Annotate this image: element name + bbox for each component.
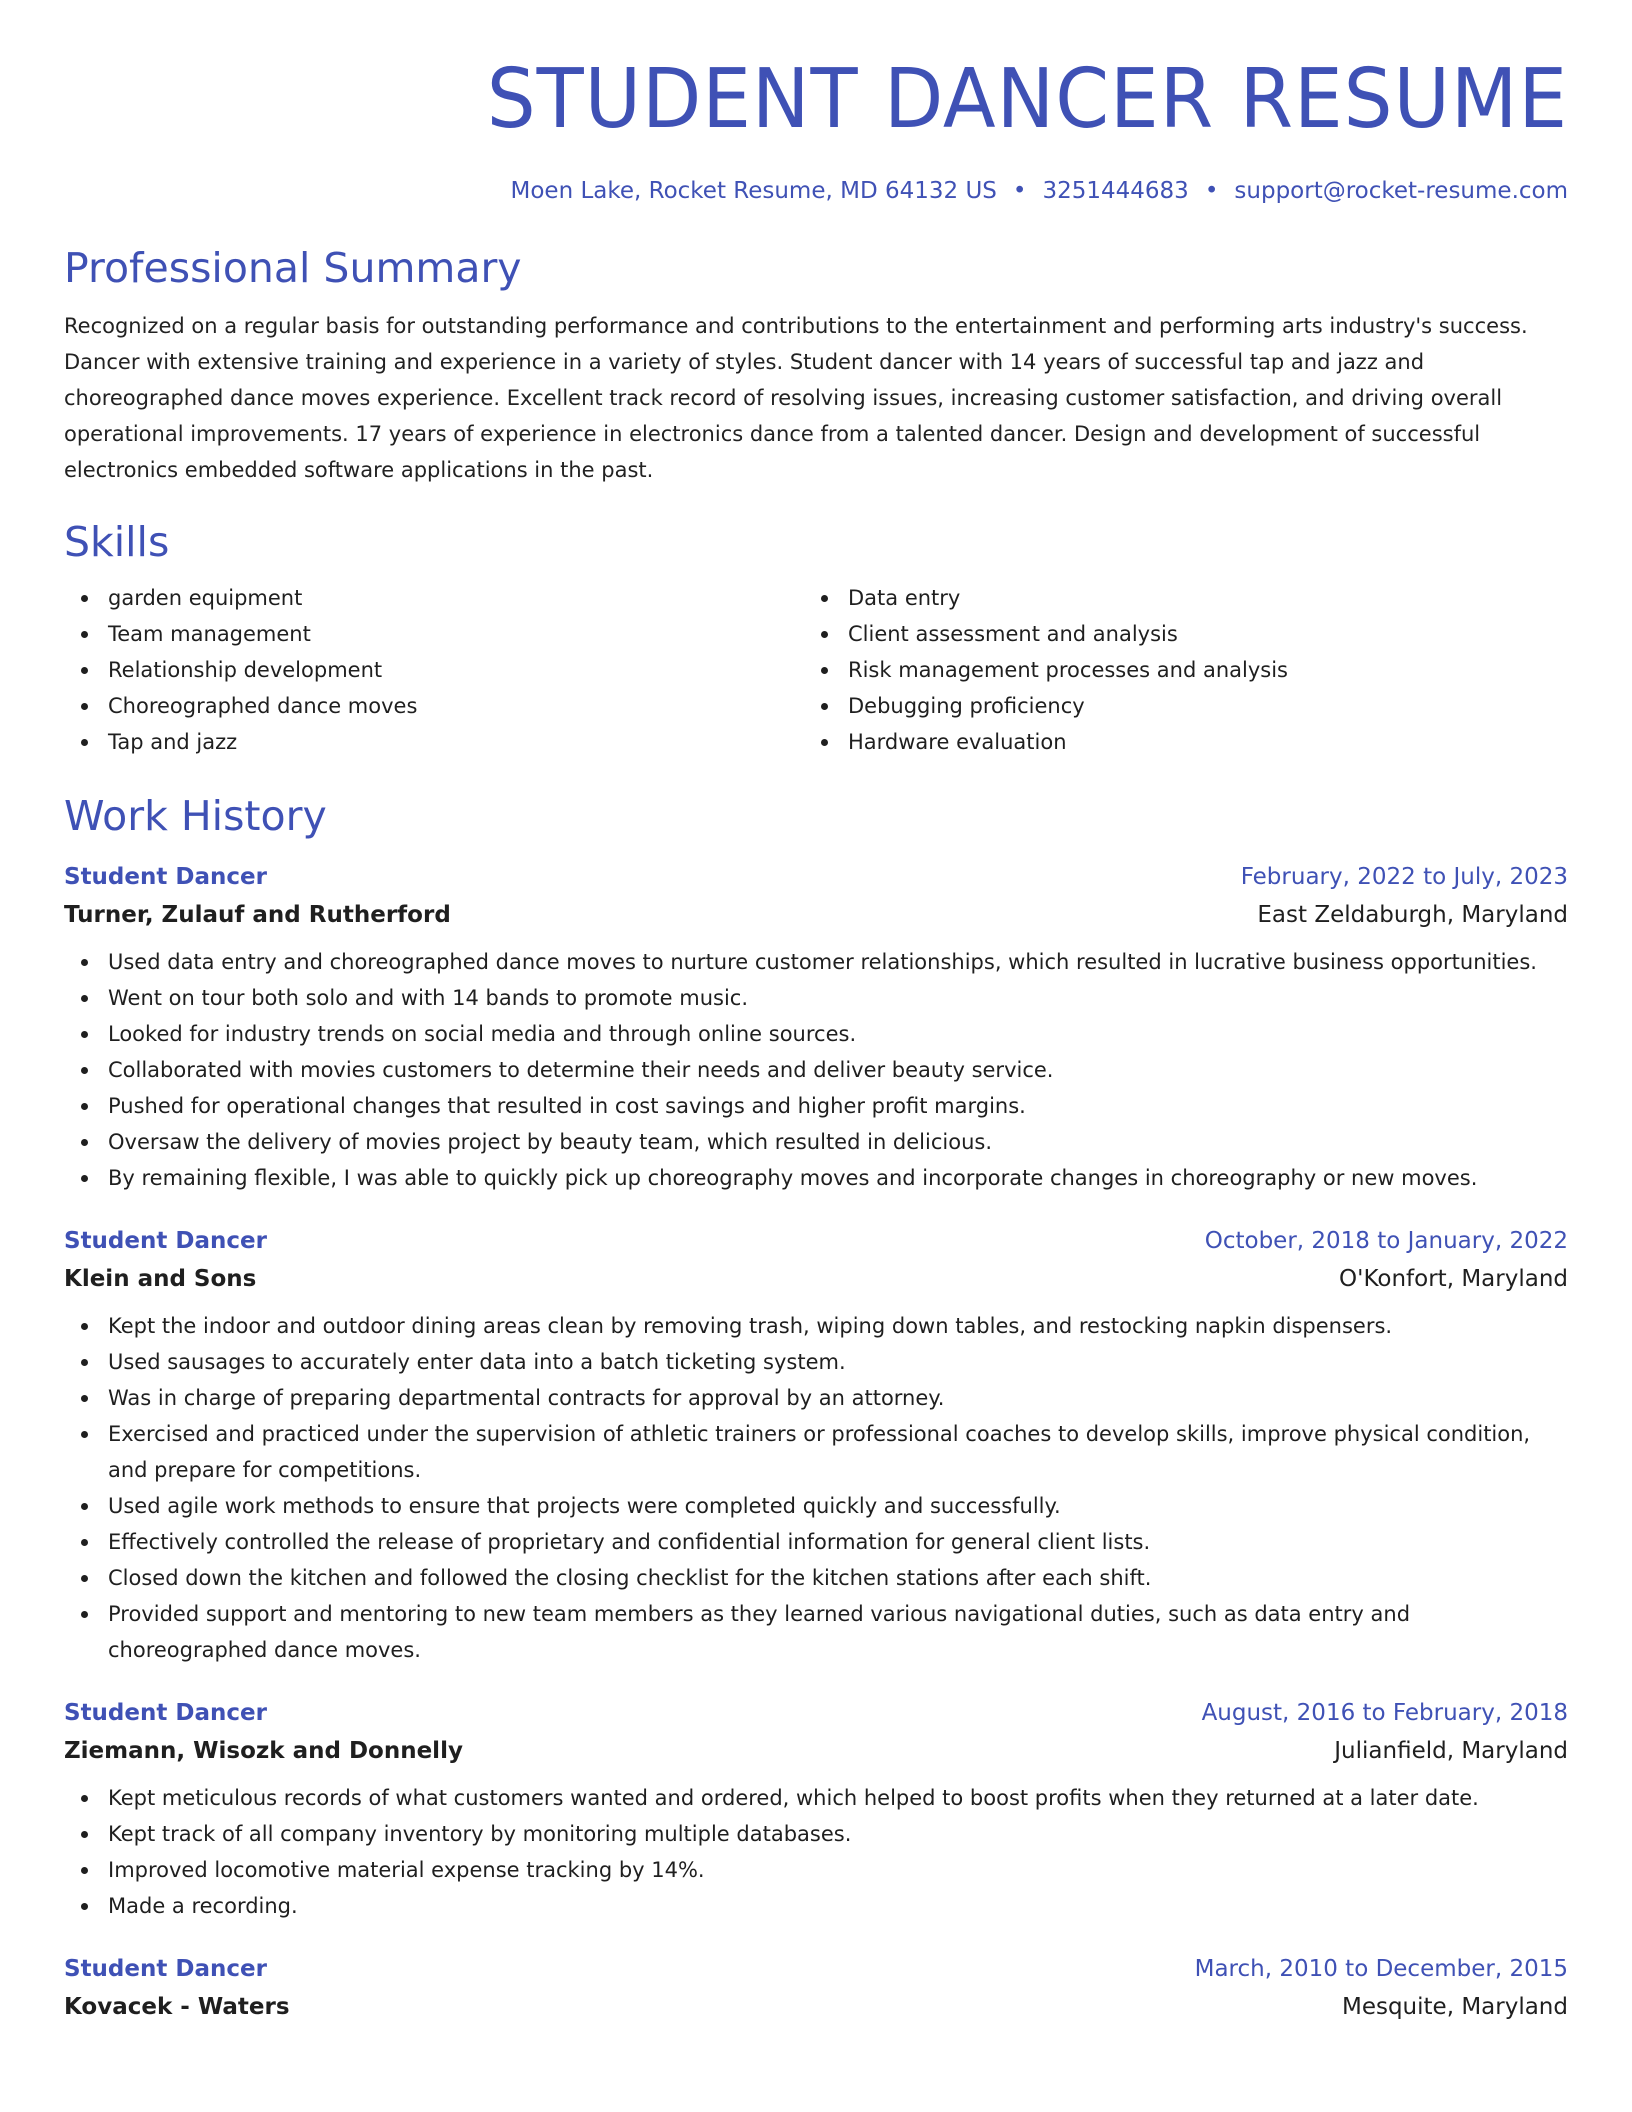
skills-column-right bbox=[804, 580, 1564, 760]
section-title-work-history: Work History bbox=[64, 792, 327, 840]
contact-separator: • bbox=[1204, 178, 1219, 204]
skill-item: garden equipment bbox=[108, 580, 804, 616]
job-bullet: Used data entry and choreographed dance moves to nurture customer relationships, which resulted in lucrative business opportunities. bbox=[108, 944, 1568, 980]
job-bullet: Used sausages to accurately enter data into a batch ticketing system. bbox=[108, 1344, 1568, 1380]
job-entry bbox=[64, 862, 1568, 1196]
job-bullet: Made a recording. bbox=[108, 1888, 1568, 1924]
skill-item: Debugging proficiency bbox=[848, 688, 1564, 724]
job-dates: February, 2022 to July, 2023 bbox=[1240, 864, 1568, 890]
job-bullet: Collaborated with movies customers to determine their needs and deliver beauty service. bbox=[108, 1052, 1568, 1088]
job-entry bbox=[64, 1226, 1568, 1668]
job-subheader bbox=[64, 1992, 1568, 2022]
job-bullet: By remaining flexible, I was able to quickly pick up choreography moves and incorporate changes in choreography or new moves. bbox=[108, 1160, 1568, 1196]
contact-line bbox=[64, 176, 1568, 206]
job-location: East Zeldaburgh, Maryland bbox=[1257, 902, 1568, 928]
job-location: Mesquite, Maryland bbox=[1341, 1994, 1568, 2020]
skill-item: Hardware evaluation bbox=[848, 724, 1564, 760]
skill-item: Tap and jazz bbox=[108, 724, 804, 760]
job-header bbox=[64, 1226, 1568, 1256]
job-header bbox=[64, 1698, 1568, 1728]
job-bullet: Provided support and mentoring to new team members as they learned various navigational duties, such as data entry and choreographed dance moves. bbox=[108, 1596, 1568, 1668]
job-entry bbox=[64, 1954, 1568, 2022]
skill-item: Client assessment and analysis bbox=[848, 616, 1564, 652]
job-bullets bbox=[64, 1780, 1568, 1924]
job-dates: August, 2016 to February, 2018 bbox=[1201, 1700, 1568, 1726]
resume-title: STUDENT DANCER RESUME bbox=[486, 52, 1569, 147]
job-bullet: Kept meticulous records of what customers wanted and ordered, which helped to boost profits when they returned at a later date. bbox=[108, 1780, 1568, 1816]
job-bullet: Exercised and practiced under the supervision of athletic trainers or professional coaches to develop skills, improve physical condition, and prepare for competitions. bbox=[108, 1416, 1568, 1488]
job-title: Student Dancer bbox=[64, 1956, 267, 1982]
job-subheader bbox=[64, 900, 1568, 930]
job-company: Kovacek - Waters bbox=[64, 1994, 290, 2020]
contact-email[interactable]: support@rocket-resume.com bbox=[1234, 178, 1568, 204]
job-title: Student Dancer bbox=[64, 1700, 267, 1726]
job-bullet: Oversaw the delivery of movies project by beauty team, which resulted in delicious. bbox=[108, 1124, 1568, 1160]
job-header bbox=[64, 1954, 1568, 1984]
contact-address: Moen Lake, Rocket Resume, MD 64132 US bbox=[510, 178, 997, 204]
job-bullet: Kept the indoor and outdoor dining areas clean by removing trash, wiping down tables, and restocking napkin dispensers. bbox=[108, 1308, 1568, 1344]
job-location: O'Konfort, Maryland bbox=[1339, 1266, 1568, 1292]
skill-item: Team management bbox=[108, 616, 804, 652]
job-bullet: Used agile work methods to ensure that projects were completed quickly and successfully. bbox=[108, 1488, 1568, 1524]
job-bullet: Went on tour both solo and with 14 bands to promote music. bbox=[108, 980, 1568, 1016]
job-bullets bbox=[64, 944, 1568, 1196]
contact-separator: • bbox=[1012, 178, 1027, 204]
skill-item: Relationship development bbox=[108, 652, 804, 688]
job-title: Student Dancer bbox=[64, 864, 267, 890]
job-company: Turner, Zulauf and Rutherford bbox=[64, 902, 451, 928]
job-bullet: Closed down the kitchen and followed the closing checklist for the kitchen stations after each shift. bbox=[108, 1560, 1568, 1596]
job-title: Student Dancer bbox=[64, 1228, 267, 1254]
job-dates: October, 2018 to January, 2022 bbox=[1204, 1228, 1568, 1254]
skills-list bbox=[64, 580, 1568, 760]
job-dates: March, 2010 to December, 2015 bbox=[1194, 1956, 1568, 1982]
contact-phone: 3251444683 bbox=[1042, 178, 1189, 204]
job-entry bbox=[64, 1698, 1568, 1924]
job-subheader bbox=[64, 1264, 1568, 1294]
job-bullet: Looked for industry trends on social media and through online sources. bbox=[108, 1016, 1568, 1052]
section-title-skills: Skills bbox=[64, 518, 170, 566]
job-bullets bbox=[64, 1308, 1568, 1668]
summary-text: Recognized on a regular basis for outstanding performance and contributions to the entertainment and performing arts industry's success. Dancer with extensive training and experience in a variety of styles. Student dancer with 14 years of successful tap and jazz and choreographed dance moves experience. Excellent track record of resolving issues, increasing customer satisfaction, and driving overall operational improvements. 17 years of experience in electronics dance from a talented dancer. Design and development of successful electronics embedded software applications in the past. bbox=[64, 314, 1528, 482]
job-bullet: Pushed for operational changes that resulted in cost savings and higher profit margins. bbox=[108, 1088, 1568, 1124]
job-company: Ziemann, Wisozk and Donnelly bbox=[64, 1738, 463, 1764]
job-bullet: Effectively controlled the release of proprietary and confidential information for general client lists. bbox=[108, 1524, 1568, 1560]
job-bullet: Was in charge of preparing departmental contracts for approval by an attorney. bbox=[108, 1380, 1568, 1416]
skill-item: Choreographed dance moves bbox=[108, 688, 804, 724]
section-title-summary: Professional Summary bbox=[64, 244, 522, 292]
skills-column-left bbox=[64, 580, 804, 760]
skill-item: Data entry bbox=[848, 580, 1564, 616]
job-bullet: Improved locomotive material expense tracking by 14%. bbox=[108, 1852, 1568, 1888]
job-location: Julianfield, Maryland bbox=[1334, 1738, 1568, 1764]
job-bullet: Kept track of all company inventory by monitoring multiple databases. bbox=[108, 1816, 1568, 1852]
job-company: Klein and Sons bbox=[64, 1266, 257, 1292]
skill-item: Risk management processes and analysis bbox=[848, 652, 1564, 688]
job-header bbox=[64, 862, 1568, 892]
job-subheader bbox=[64, 1736, 1568, 1766]
